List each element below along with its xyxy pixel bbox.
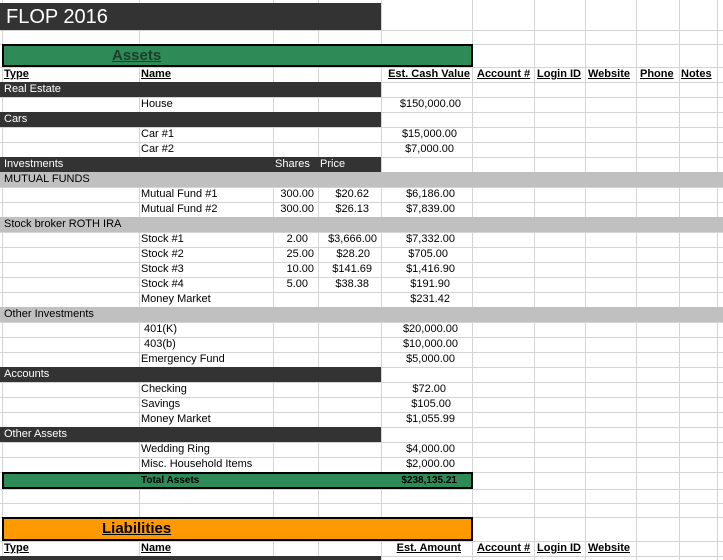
asset-value-401k[interactable]: $20,000.00 bbox=[402, 323, 458, 335]
asset-name-mutual-fund-2[interactable]: Mutual Fund #2 bbox=[141, 203, 218, 215]
section-label-other-assets: Other Assets bbox=[4, 428, 67, 440]
asset-value-mutual-fund-2[interactable]: $7,839.00 bbox=[406, 203, 455, 215]
gridline bbox=[0, 97, 723, 98]
asset-name-misc-household-items[interactable]: Misc. Household Items bbox=[141, 458, 253, 470]
col-header-notes[interactable]: Notes bbox=[681, 68, 712, 80]
asset-name-stock-2[interactable]: Stock #2 bbox=[141, 248, 184, 260]
asset-price-mutual-fund-2[interactable]: $26.13 bbox=[335, 203, 369, 215]
gridline bbox=[0, 127, 723, 128]
gridline bbox=[0, 457, 723, 458]
asset-name-savings[interactable]: Savings bbox=[141, 398, 181, 410]
col-header-name[interactable]: Name bbox=[141, 68, 171, 80]
asset-value-savings[interactable]: $105.00 bbox=[411, 398, 451, 410]
assets-heading: Assets bbox=[112, 47, 162, 64]
asset-name-emergency-fund[interactable]: Emergency Fund bbox=[141, 353, 225, 365]
asset-value-money-market-ira[interactable]: $231.42 bbox=[410, 293, 450, 305]
gridline bbox=[679, 0, 680, 560]
asset-name-wedding-ring[interactable]: Wedding Ring bbox=[141, 443, 210, 455]
asset-price-stock-1[interactable]: $3,666.00 bbox=[328, 233, 377, 245]
asset-value-wedding-ring[interactable]: $4,000.00 bbox=[406, 443, 455, 455]
subsection-label-roth-ira: Stock broker ROTH IRA bbox=[4, 218, 122, 230]
gridline bbox=[0, 142, 723, 143]
total-assets-value[interactable]: $238,135.21 bbox=[401, 475, 457, 486]
gridline bbox=[717, 0, 718, 560]
asset-shares-stock-2[interactable]: 25.00 bbox=[286, 248, 314, 260]
section-label-real-estate: Real Estate bbox=[4, 83, 61, 95]
gridline bbox=[0, 30, 723, 31]
asset-name-stock-1[interactable]: Stock #1 bbox=[141, 233, 184, 245]
subsection-label-other-investments: Other Investments bbox=[4, 308, 94, 320]
asset-name-car-2[interactable]: Car #2 bbox=[141, 143, 175, 155]
col-header-shares: Shares bbox=[275, 158, 310, 170]
section-bar-cars[interactable] bbox=[0, 112, 381, 127]
gridline bbox=[585, 0, 586, 560]
sheet-title: FLOP 2016 bbox=[6, 6, 108, 28]
asset-value-stock-1[interactable]: $7,332.00 bbox=[406, 233, 455, 245]
gridline bbox=[0, 292, 723, 293]
asset-name-stock-4[interactable]: Stock #4 bbox=[141, 278, 184, 290]
col-header-price: Price bbox=[320, 158, 346, 170]
asset-price-stock-3[interactable]: $141.69 bbox=[332, 263, 372, 275]
gridline bbox=[534, 0, 535, 560]
asset-name-checking[interactable]: Checking bbox=[141, 383, 187, 395]
section-bar-partial bbox=[0, 556, 381, 560]
asset-price-mutual-fund-1[interactable]: $20.62 bbox=[335, 188, 369, 200]
asset-value-stock-3[interactable]: $1,416.90 bbox=[406, 263, 455, 275]
subsection-label-mutual-funds: MUTUAL FUNDS bbox=[4, 173, 90, 185]
liab-col-header-name[interactable]: Name bbox=[141, 542, 171, 554]
asset-name-car-1[interactable]: Car #1 bbox=[141, 128, 175, 140]
col-header-est-cash-value[interactable]: Est. Cash Value bbox=[388, 68, 470, 80]
asset-value-403b[interactable]: $10,000.00 bbox=[402, 338, 458, 350]
liab-col-header-type[interactable]: Type bbox=[4, 542, 29, 554]
asset-value-car-2[interactable]: $7,000.00 bbox=[405, 143, 454, 155]
asset-shares-stock-4[interactable]: 5.00 bbox=[286, 278, 308, 290]
total-assets-label: Total Assets bbox=[141, 475, 200, 486]
gridline bbox=[0, 322, 723, 323]
asset-value-misc-household-items[interactable]: $2,000.00 bbox=[406, 458, 455, 470]
asset-shares-mutual-fund-1[interactable]: 300.00 bbox=[280, 188, 314, 200]
gridline bbox=[0, 382, 723, 383]
gridline bbox=[0, 397, 723, 398]
col-header-phone[interactable]: Phone bbox=[640, 68, 674, 80]
subsection-bar-mutual-funds[interactable] bbox=[0, 172, 723, 187]
gridline bbox=[0, 412, 723, 413]
gridline bbox=[0, 489, 723, 490]
asset-name-money-market-account[interactable]: Money Market bbox=[141, 413, 211, 425]
assets-heading-bar[interactable] bbox=[2, 44, 473, 67]
asset-price-stock-4[interactable]: $38.38 bbox=[335, 278, 369, 290]
gridline bbox=[0, 337, 723, 338]
asset-value-house[interactable]: $150,000.00 bbox=[399, 98, 461, 110]
section-bar-accounts[interactable] bbox=[0, 367, 381, 382]
gridline bbox=[0, 442, 723, 443]
asset-value-stock-4[interactable]: $191.90 bbox=[410, 278, 450, 290]
asset-shares-mutual-fund-2[interactable]: 300.00 bbox=[280, 203, 314, 215]
asset-name-403b[interactable]: 403(b) bbox=[144, 338, 176, 350]
liab-col-header-account[interactable]: Account # bbox=[477, 542, 531, 554]
asset-shares-stock-1[interactable]: 2.00 bbox=[286, 233, 308, 245]
gridline bbox=[0, 503, 723, 504]
liabilities-heading-bar[interactable] bbox=[2, 517, 473, 541]
liabilities-heading: Liabilities bbox=[102, 520, 172, 537]
col-header-login-id[interactable]: Login ID bbox=[537, 68, 581, 80]
asset-price-stock-2[interactable]: $28.20 bbox=[336, 248, 370, 260]
asset-value-money-market-account[interactable]: $1,055.99 bbox=[406, 413, 455, 425]
col-header-type[interactable]: Type bbox=[4, 68, 29, 80]
gridline bbox=[636, 0, 637, 560]
asset-name-house[interactable]: House bbox=[141, 98, 173, 110]
col-header-website[interactable]: Website bbox=[588, 68, 630, 80]
section-label-accounts: Accounts bbox=[4, 368, 50, 380]
asset-value-mutual-fund-1[interactable]: $6,186.00 bbox=[406, 188, 455, 200]
asset-shares-stock-3[interactable]: 10.00 bbox=[286, 263, 314, 275]
subsection-bar-other-investments[interactable] bbox=[0, 307, 723, 322]
asset-value-emergency-fund[interactable]: $5,000.00 bbox=[406, 353, 455, 365]
asset-value-car-1[interactable]: $15,000.00 bbox=[401, 128, 457, 140]
liab-col-header-website[interactable]: Website bbox=[588, 542, 630, 554]
col-header-account[interactable]: Account # bbox=[477, 68, 531, 80]
asset-name-mutual-fund-1[interactable]: Mutual Fund #1 bbox=[141, 188, 218, 200]
asset-name-401k[interactable]: 401(K) bbox=[144, 323, 178, 335]
asset-value-checking[interactable]: $72.00 bbox=[412, 383, 446, 395]
section-label-cars: Cars bbox=[4, 113, 28, 125]
liab-col-header-login-id[interactable]: Login ID bbox=[537, 542, 581, 554]
gridline bbox=[0, 352, 723, 353]
asset-name-money-market-ira[interactable]: Money Market bbox=[141, 293, 211, 305]
asset-value-stock-2[interactable]: $705.00 bbox=[408, 248, 448, 260]
liab-col-header-est-amount[interactable]: Est. Amount bbox=[396, 542, 461, 554]
section-label-investments: Investments bbox=[4, 158, 64, 170]
asset-name-stock-3[interactable]: Stock #3 bbox=[141, 263, 184, 275]
